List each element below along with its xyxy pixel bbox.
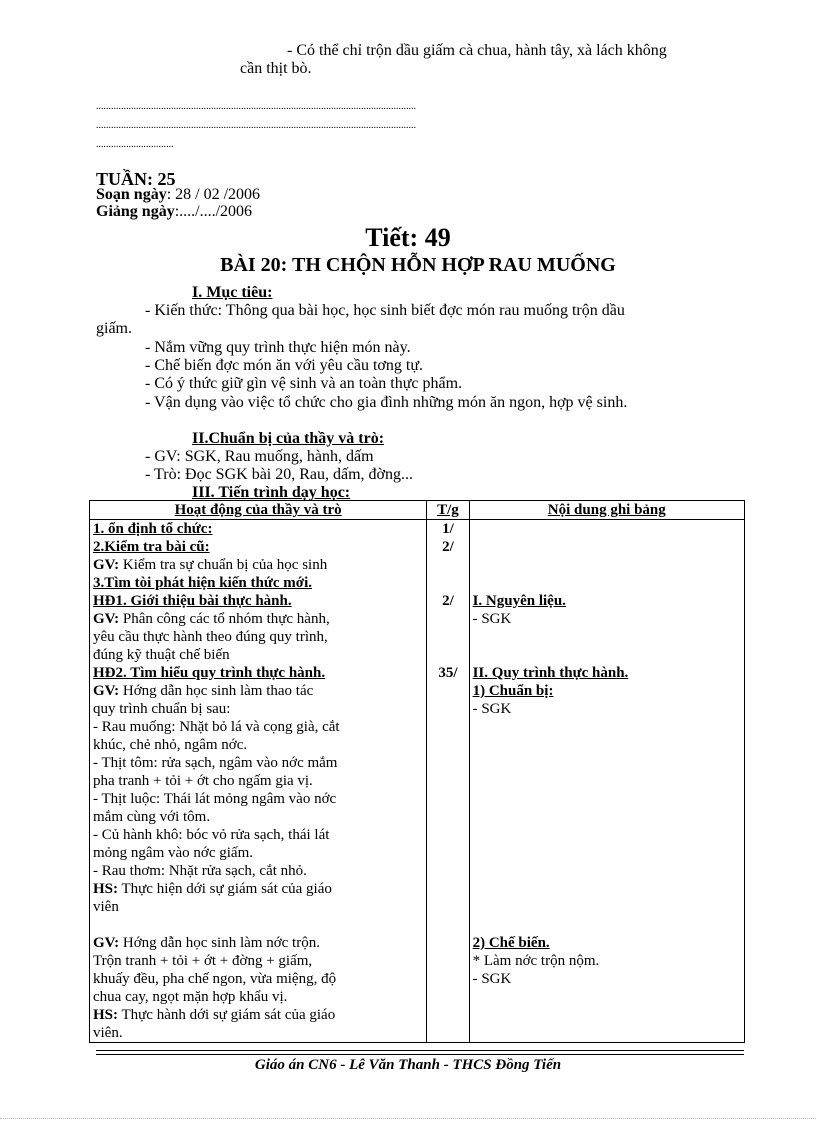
- role-label: GV:: [93, 935, 120, 951]
- preparation-item: - GV: SGK, Rau muống, hành, dấm: [145, 448, 374, 465]
- intro-line-1: - Có thể chỉ trộn dầu giấm cà chua, hành tây, xà lách không: [287, 42, 667, 59]
- table-line: [473, 880, 741, 898]
- table-line: 1) Chuẩn bị:: [472, 683, 554, 699]
- table-line: viên.: [93, 1025, 123, 1041]
- table-line: [430, 628, 465, 646]
- table-line: [473, 790, 741, 808]
- lesson-table: [89, 500, 745, 1043]
- preparation-item: - Trò: Đọc SGK bài 20, Rau, dấm, đờng...: [145, 466, 414, 483]
- table-line: - SGK: [472, 701, 512, 717]
- prep-date-label: Soạn ngày: [96, 186, 167, 203]
- table-line: yêu cầu thực hành theo đúng quy trình,: [93, 629, 328, 645]
- table-line: [473, 844, 741, 862]
- footer-rule-top: [96, 1050, 744, 1051]
- table-line: [473, 898, 741, 916]
- table-line: - Củ hành khô: bóc vỏ rửa sạch, thái lát: [93, 827, 330, 843]
- table-line: 2/: [442, 539, 454, 555]
- line-text: Thực hành dới sự giám sát của giáo: [118, 1007, 336, 1023]
- preparation-heading: II.Chuẩn bị của thầy và trò:: [192, 430, 385, 447]
- table-line: [473, 772, 741, 790]
- table-line: chua cay, ngọt mặn hợp khẩu vị.: [93, 989, 288, 1005]
- activities-column: [90, 520, 427, 1043]
- table-line: đúng kỹ thuật chế biến: [93, 647, 230, 663]
- table-line: - SGK: [472, 971, 512, 987]
- table-line: khuấy đều, pha chế ngon, vừa miệng, độ: [93, 971, 337, 987]
- dotted-line-2: ................................................................................................................................: [96, 120, 416, 131]
- table-line: Trộn tranh + tỏi + ớt + đờng + giấm,: [93, 953, 313, 969]
- role-label: GV:: [93, 557, 120, 573]
- prep-date-value: : 28 / 02 /2006: [166, 186, 261, 203]
- teach-date-label: Giảng ngày: [96, 203, 175, 220]
- table-line: 2) Chế biến.: [472, 935, 550, 951]
- table-line: quy trình chuẩn bị sau:: [93, 701, 231, 717]
- table-line: [473, 862, 741, 880]
- table-line: - Thịt luộc: Thái lát mỏng ngâm vào nớc: [93, 791, 337, 807]
- table-body-row: [90, 520, 745, 1043]
- table-line: [473, 556, 741, 574]
- table-line: [430, 646, 465, 664]
- prep-date: [96, 186, 260, 204]
- objective-item: - Nắm vững quy trình thực hiện món này.: [145, 339, 411, 356]
- time-column: [427, 520, 469, 1043]
- table-line: 35/: [438, 665, 458, 681]
- table-line: [93, 682, 423, 700]
- objective-item: - Vận dụng vào việc tổ chức cho gia đình những món ăn ngon, hợp vệ sinh.: [145, 394, 628, 411]
- table-line: pha tranh + tỏi + ớt cho ngấm gia vị.: [93, 773, 313, 789]
- table-line: - Rau muống: Nhặt bỏ lá và cọng già, cắt: [93, 719, 340, 735]
- table-line: [473, 808, 741, 826]
- footer-text: Giáo án CN6 - Lê Văn Thanh - THCS Đồng Tiến: [254, 1057, 562, 1073]
- role-label: HS:: [93, 1007, 119, 1023]
- table-line: [473, 574, 741, 592]
- header-activities: Hoạt động của thầy và trò: [90, 501, 427, 520]
- dotted-line-3: ...............................: [96, 139, 174, 150]
- table-line: [430, 556, 465, 574]
- table-line: mỏng ngâm vào nớc giấm.: [93, 845, 253, 861]
- role-label: GV:: [93, 683, 120, 699]
- table-line: HĐ1. Giới thiệu bài thực hành.: [93, 593, 292, 609]
- process-heading: III. Tiến trình dạy học:: [192, 484, 351, 501]
- teach-date: [96, 203, 252, 221]
- teach-date-value: :..../..../2006: [174, 203, 253, 220]
- table-line: [473, 628, 741, 646]
- week-label: TUẦN: 25: [96, 169, 176, 189]
- header-board-content: Nội dung ghi bảng: [469, 501, 744, 520]
- table-line: [473, 826, 741, 844]
- table-line: 1. ổn định tổ chức:: [93, 521, 213, 537]
- footer-rule-bottom: [96, 1054, 744, 1055]
- table-line: 2.Kiểm tra bài cũ:: [93, 539, 210, 555]
- table-line: II. Quy trình thực hành.: [472, 665, 629, 681]
- objectives-heading: I. Mục tiêu:: [192, 284, 273, 301]
- table-line: 2/: [442, 593, 454, 609]
- table-line: [473, 520, 741, 538]
- table-header-row: [90, 501, 745, 520]
- line-text: Thực hiện dới sự giám sát của giáo: [118, 881, 332, 897]
- table-line: [93, 556, 423, 574]
- intro-line-2: cần thịt bò.: [240, 60, 312, 77]
- table-line: HĐ2. Tìm hiểu quy trình thực hành.: [93, 665, 326, 681]
- dotted-line-1: ................................................................................................................................: [96, 101, 416, 112]
- objective-item: - Kiến thức: Thông qua bài học, học sinh biết đợc món rau muống trộn dầu: [145, 302, 625, 319]
- line-text: Hớng dẫn học sinh làm thao tác: [119, 683, 314, 699]
- table-line: * Làm nớc trộn nộm.: [472, 953, 600, 969]
- line-text: Hớng dẫn học sinh làm nớc trộn.: [119, 935, 320, 951]
- table-line: viên: [93, 899, 119, 915]
- table-line: [93, 916, 423, 934]
- objective-item: - Chế biến đợc món ăn với yêu cầu tơng tự.: [145, 357, 423, 374]
- lesson-title: BÀI 20: TH CHỘN HỖN HỢP RAU MUỐNG: [220, 254, 616, 276]
- objective-item: giấm.: [96, 320, 132, 337]
- table-line: 1/: [442, 521, 454, 537]
- table-line: [93, 934, 423, 952]
- line-text: Kiểm tra sự chuẩn bị của học sinh: [119, 557, 328, 573]
- table-line: [473, 646, 741, 664]
- table-line: [473, 754, 741, 772]
- table-line: [473, 538, 741, 556]
- table-line: khúc, chẻ nhỏ, ngâm nớc.: [93, 737, 248, 753]
- table-line: [93, 880, 423, 898]
- line-text: Phân công các tổ nhóm thực hành,: [119, 611, 330, 627]
- objective-item: - Có ý thức giữ gìn vệ sinh và an toàn thực phẩm.: [145, 375, 463, 392]
- header-time: T/g: [427, 501, 469, 520]
- table-line: [473, 916, 741, 934]
- table-line: [430, 574, 465, 592]
- page-edge: [0, 1118, 816, 1119]
- table-line: [473, 736, 741, 754]
- role-label: GV:: [93, 611, 120, 627]
- table-line: - Thịt tôm: rửa sạch, ngâm vào nớc mắm: [93, 755, 338, 771]
- table-line: - Rau thơm: Nhặt rửa sạch, cắt nhỏ.: [93, 863, 307, 879]
- table-line: - SGK: [472, 611, 512, 627]
- table-line: [93, 610, 423, 628]
- board-content-column: [469, 520, 744, 1043]
- table-line: 3.Tìm tòi phát hiện kiến thức mới.: [93, 575, 312, 591]
- table-line: [430, 610, 465, 628]
- table-line: I. Nguyên liệu.: [472, 593, 566, 609]
- table-line: mắm cùng với tôm.: [93, 809, 211, 825]
- role-label: HS:: [93, 881, 119, 897]
- period-title: Tiết: 49: [365, 223, 451, 252]
- table-line: [473, 718, 741, 736]
- table-line: [93, 1006, 423, 1024]
